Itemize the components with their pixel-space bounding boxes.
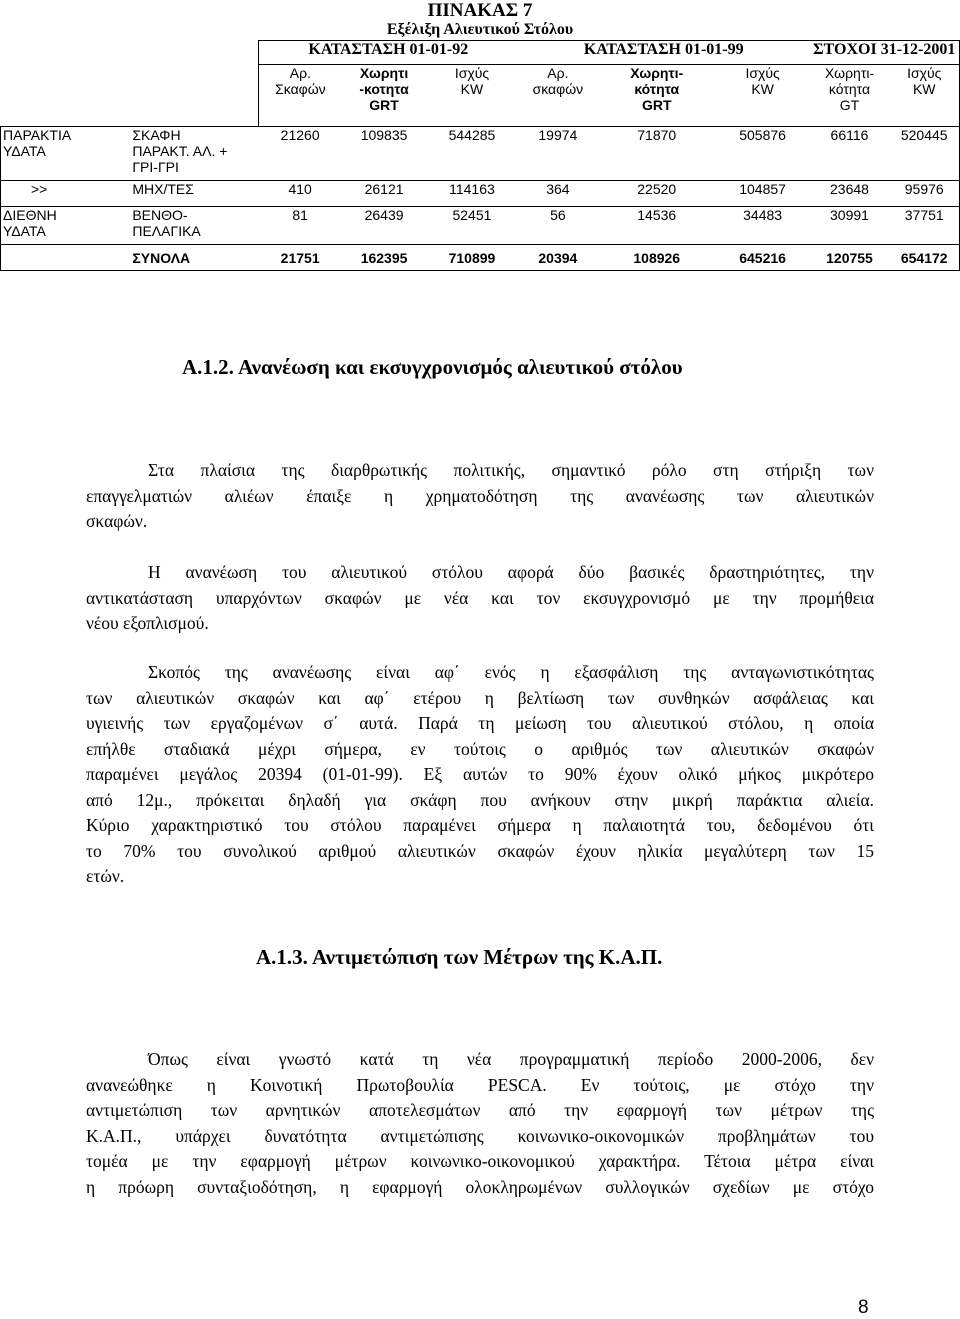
value-cell: 162395 xyxy=(342,245,426,271)
category-cell: ΣΥΝΟΛΑ xyxy=(130,245,258,271)
col-header: Αρ. σκαφών xyxy=(518,65,598,127)
value-cell: 114163 xyxy=(426,181,518,207)
value-cell: 505876 xyxy=(716,127,810,181)
col-header: Αρ. Σκαφών xyxy=(258,65,342,127)
area-cell: ΠΑΡΑΚΤΙΑ ΥΔΑΤΑ xyxy=(1,127,131,181)
value-cell: 23648 xyxy=(810,181,890,207)
table-subtitle: Εξέλιξη Αλιευτικού Στόλου xyxy=(386,21,574,38)
value-cell: 19974 xyxy=(518,127,598,181)
totals-row xyxy=(1,245,960,271)
value-cell: 52451 xyxy=(426,207,518,245)
value-cell: 20394 xyxy=(518,245,598,271)
value-cell: 22520 xyxy=(598,181,716,207)
value-cell: 120755 xyxy=(810,245,890,271)
table-row xyxy=(1,181,960,207)
area-cell xyxy=(1,245,131,271)
value-cell: 520445 xyxy=(889,127,959,181)
value-cell: 37751 xyxy=(889,207,959,245)
value-cell: 21751 xyxy=(258,245,342,271)
value-cell: 66116 xyxy=(810,127,890,181)
table-row xyxy=(1,127,960,181)
value-cell: 56 xyxy=(518,207,598,245)
column-header-row xyxy=(1,65,960,127)
category-cell: ΜΗΧ/ΤΕΣ xyxy=(130,181,258,207)
area-cell: ΔΙΕΘΝΗ ΥΔΑΤΑ xyxy=(1,207,131,245)
group-1992: ΚΑΤΑΣΤΑΣΗ 01-01-92 xyxy=(258,41,518,65)
paragraph: Όπως είναι γνωστό κατά τη νέα προγραμματική περίοδο 2000-2006, δεν ανανεώθηκε η Κοινοτική Πρωτοβουλία PESCA. Εν τούτοις, με στόχο την αντιμετώπιση των αρνητικών αποτελεσμάτων από την εφαρμογή των μέτρων της Κ.Α.Π., υπάρχει δυνατότητα αντιμετώπισης κοινωνικο-οικονομικών προβλημάτων του τομέα με την εφαρμογή μέτρων κοινωνικο-οικονομικού χαρακτήρα. Τέτοια μέτρα είναι η πρόωρη συνταξιοδότηση, η εφαρμογή ολοκληρωμένων συλλογικών σχεδίων με στόχο xyxy=(86,1049,874,1197)
col-header: Χωρητι -κοτητα GRT xyxy=(342,65,426,127)
value-cell: 26439 xyxy=(342,207,426,245)
value-cell: 108926 xyxy=(598,245,716,271)
value-cell: 544285 xyxy=(426,127,518,181)
value-cell: 95976 xyxy=(889,181,959,207)
col-header: Ισχύς KW xyxy=(716,65,810,127)
value-cell: 14536 xyxy=(598,207,716,245)
value-cell: 71870 xyxy=(598,127,716,181)
col-header: Ισχύς KW xyxy=(889,65,959,127)
value-cell: 34483 xyxy=(716,207,810,245)
value-cell: 364 xyxy=(518,181,598,207)
paragraph: Η ανανέωση του αλιευτικού στόλου αφορά δύο βασικές δραστηριότητες, την αντικατάσταση υπαρχόντων σκαφών με νέα και τον εκσυγχρονισμό με την προμήθεια νέου εξοπλισμού. xyxy=(86,562,874,633)
value-cell: 104857 xyxy=(716,181,810,207)
category-cell: ΒΕΝΘΟ- ΠΕΛΑΓΙΚΑ xyxy=(130,207,258,245)
group-header-row xyxy=(1,41,960,65)
value-cell: 26121 xyxy=(342,181,426,207)
table-title: ΠΙΝΑΚΑΣ 7 xyxy=(427,0,533,21)
value-cell: 109835 xyxy=(342,127,426,181)
col-header: Χωρητι- κότητα GRT xyxy=(598,65,716,127)
paragraph: Στα πλαίσια της διαρθρωτικής πολιτικής, σημαντικό ρόλο στη στήριξη των επαγγελματιών αλιέων έπαιξε η χρηματοδότηση της ανανέωσης των αλιευτικών σκαφών. xyxy=(86,460,874,531)
area-cell: >> xyxy=(1,181,131,207)
fleet-table xyxy=(0,40,960,271)
value-cell: 645216 xyxy=(716,245,810,271)
value-cell: 30991 xyxy=(810,207,890,245)
value-cell: 410 xyxy=(258,181,342,207)
section-a13-heading: Α.1.3. Αντιμετώπιση των Μέτρων της Κ.Α.Π. xyxy=(256,945,663,969)
paragraph: Σκοπός της ανανέωσης είναι αφ΄ ενός η εξασφάλιση της ανταγωνιστικότητας των αλιευτικών σκαφών και αφ΄ ετέρου η βελτίωση των συνθηκών ασφάλειας και υγιεινής των εργαζομένων σ΄ αυτά. Παρά τη μείωση του αλιευτικού στόλου, η οποία επήλθε σταδιακά μέχρι σήμερα, εν τούτοις ο αριθμός των αλιευτικών σκαφών παραμένει μεγάλος 20394 (01-01-99). Εξ αυτών το 90% έχουν ολικό μήκος μικρότερο από 12μ., πρόκειται δηλαδή για σκάφη που ανήκουν στην μικρή παράκτια αλιεία. Κύριο χαρακτηριστικό του στόλου παραμένει σήμερα η παλαιοτητά του, δεδομένου ότι το 70% του συνολικού αριθμού αλιευτικών σκαφών έχουν ηλικία μεγαλύτερη των 15 ετών. xyxy=(86,662,874,886)
value-cell: 710899 xyxy=(426,245,518,271)
section-a12-heading: Α.1.2. Ανανέωση και εκσυγχρονισμός αλιευτικού στόλου xyxy=(182,355,683,379)
value-cell: 654172 xyxy=(889,245,959,271)
group-2001: ΣΤΟΧΟΙ 31-12-2001 xyxy=(810,41,960,65)
category-cell: ΣΚΑΦΗ ΠΑΡΑΚΤ. ΑΛ. + ΓΡΙ-ΓΡΙ xyxy=(130,127,258,181)
col-header: Χωρητι- κότητα GT xyxy=(810,65,890,127)
group-1999: ΚΑΤΑΣΤΑΣΗ 01-01-99 xyxy=(518,41,810,65)
value-cell: 21260 xyxy=(258,127,342,181)
table-row xyxy=(1,207,960,245)
col-header: Ισχύς KW xyxy=(426,65,518,127)
page-number: 8 xyxy=(858,1297,869,1318)
value-cell: 81 xyxy=(258,207,342,245)
